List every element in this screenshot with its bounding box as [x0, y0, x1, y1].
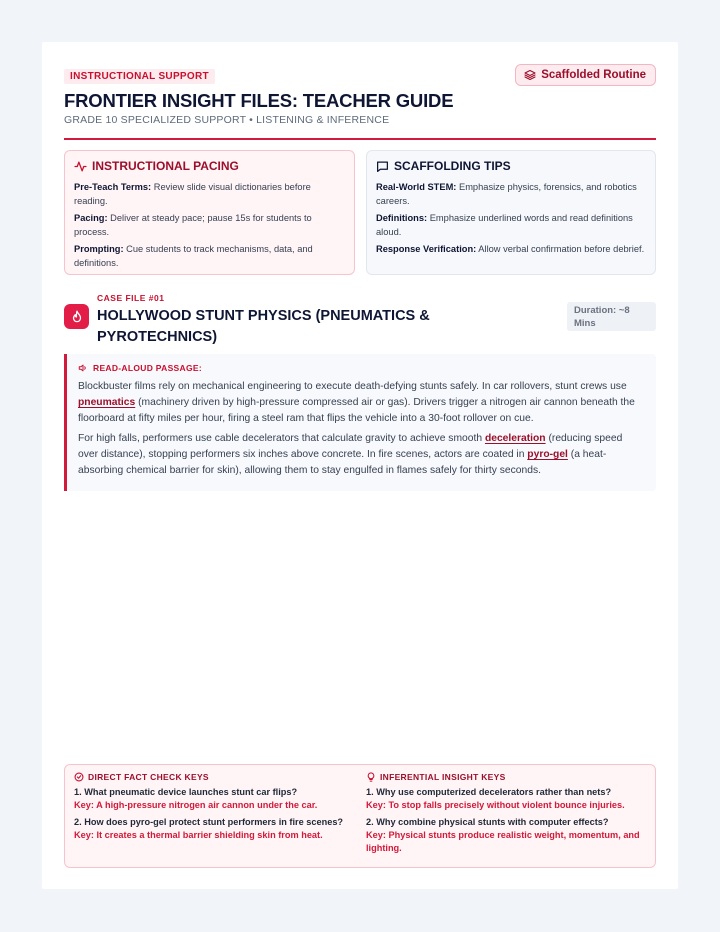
passage-label-text: READ-ALOUD PASSAGE:: [93, 363, 202, 373]
instructional-support-tag: INSTRUCTIONAL SUPPORT: [64, 69, 215, 84]
pacing-item: Pacing: Deliver at steady pace; pause 15s for students to process.: [74, 213, 312, 237]
page-subtitle: GRADE 10 SPECIALIZED SUPPORT • LISTENING & INFERENCE: [64, 114, 390, 126]
message-square-icon: [376, 160, 389, 173]
vocab-term-deceleration: deceleration: [484, 433, 546, 444]
tips-heading: [376, 159, 646, 173]
inferential-insight-keys: [366, 772, 650, 859]
scaffolded-routine-button[interactable]: [515, 64, 656, 86]
check-circle-icon: [74, 772, 84, 782]
vocab-term-pneumatics: pneumatics: [78, 397, 136, 408]
inferential-keys-heading: [366, 772, 650, 782]
key-answer: Key: Physical stunts produce realistic weight, momentum, and lighting.: [366, 830, 640, 853]
pacing-item: Prompting: Cue students to track mechanisms, data, and definitions.: [74, 244, 313, 268]
tips-item: Real-World STEM: Emphasize physics, forensics, and robotics careers.: [376, 182, 637, 206]
key-question: 1. What pneumatic device launches stunt car flips?: [74, 787, 298, 797]
key-answer: Key: To stop falls precisely without violent bounce injuries.: [366, 800, 625, 810]
flame-icon: [64, 304, 89, 329]
teacher-guide-page: [42, 42, 678, 889]
key-question: 1. Why use computerized decelerators rather than nets?: [366, 787, 612, 797]
case-file-title: HOLLYWOOD STUNT PHYSICS (PNEUMATICS & PYROTECHNICS): [97, 308, 430, 345]
scaffolded-routine-label: Scaffolded Routine: [541, 69, 646, 81]
key-answer: Key: A high-pressure nitrogen air cannon under the car.: [74, 800, 318, 810]
page-title: FRONTIER INSIGHT FILES: TEACHER GUIDE: [64, 90, 454, 111]
key-question: 2. How does pyro-gel protect stunt performers in fire scenes?: [74, 817, 344, 827]
inferential-keys-heading-text: INFERENTIAL INSIGHT KEYS: [380, 772, 506, 782]
read-aloud-passage: [64, 354, 656, 491]
instructional-pacing-card: [64, 150, 355, 275]
passage-paragraph: For high falls, performers use cable decelerators that calculate gravity to achieve smooth deceleration (reducing speed over distance), stopping performers six inches above concrete. In fire scenes, actors are coated in pyro-gel (a heat-absorbing chemical barrier for skin), allowing them to stay engulfed in flames safely for thirty seconds.: [78, 433, 623, 476]
direct-fact-check-keys: [74, 772, 356, 846]
key-answer: Key: It creates a thermal barrier shielding skin from heat.: [74, 830, 323, 840]
vocab-term-pyro-gel: pyro-gel: [527, 449, 568, 460]
activity-icon: [74, 160, 87, 173]
volume-icon: [78, 363, 88, 373]
pacing-heading-text: INSTRUCTIONAL PACING: [92, 159, 239, 173]
direct-keys-heading: [74, 772, 356, 782]
pacing-heading: [74, 159, 345, 173]
passage-paragraph: Blockbuster films rely on mechanical engineering to execute death-defying stunts safely. In car rollovers, stunt crews use pneumatics (machinery driven by high-pressure compressed air or gas). Drivers trigger a nitrogen air cannon beneath the floorboard at fifty miles per hour, firing a steel ram that flips the vehicle into a 30-foot rollover on cue.: [78, 381, 635, 424]
answer-keys-panel: [64, 764, 656, 868]
duration-badge: Duration: ~8 Mins: [567, 302, 656, 331]
lightbulb-icon: [366, 772, 376, 782]
tips-item: Response Verification: Allow verbal confirmation before debrief.: [376, 244, 645, 254]
direct-keys-heading-text: DIRECT FACT CHECK KEYS: [88, 772, 209, 782]
tips-item: Definitions: Emphasize underlined words and read definitions aloud.: [376, 213, 633, 237]
key-question: 2. Why combine physical stunts with computer effects?: [366, 817, 609, 827]
pacing-item: Pre-Teach Terms: Review slide visual dictionaries before reading.: [74, 182, 311, 206]
header-divider: [64, 138, 656, 140]
case-file-label: CASE FILE #01: [97, 293, 165, 303]
layers-icon: [524, 69, 536, 81]
passage-label: [78, 363, 644, 373]
scaffolding-tips-card: [366, 150, 656, 275]
tips-heading-text: SCAFFOLDING TIPS: [394, 159, 511, 173]
